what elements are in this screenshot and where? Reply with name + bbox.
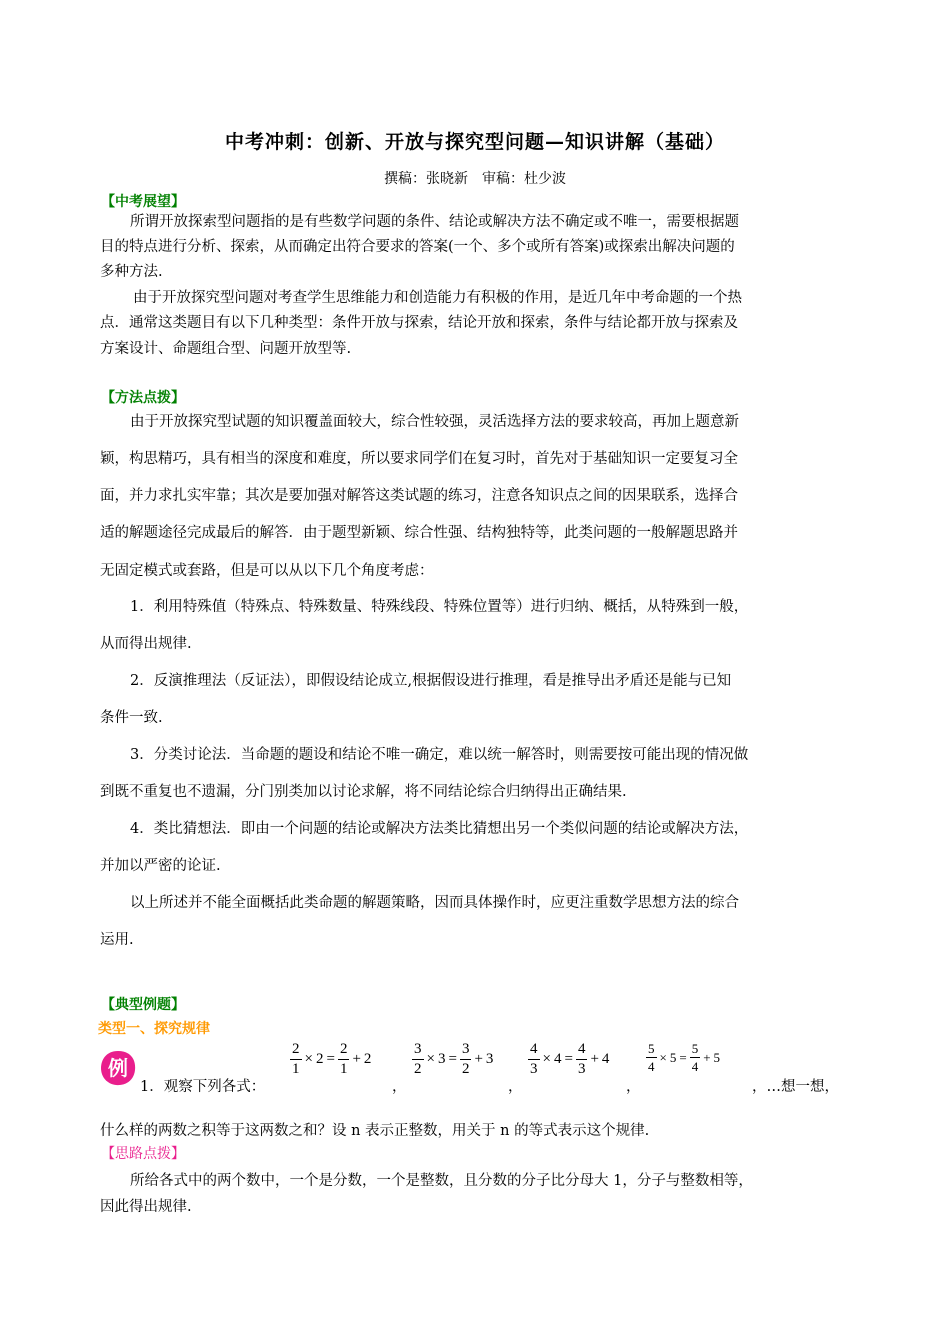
method-line-6: 1．利用特殊值（特殊点、特殊数量、特殊线段、特殊位置等）进行归纳、概括，从特殊到一般， — [130, 599, 749, 615]
equation-2 — [412, 1042, 493, 1077]
multiplier: 3 — [437, 1051, 446, 1067]
numerator: 3 — [412, 1042, 424, 1060]
plus-sign: + — [590, 1051, 599, 1067]
addend: 2 — [363, 1051, 372, 1067]
outlook-line-1: 所谓开放探索型问题指的是有些数学问题的条件、结论或解决方法不确定或不唯一，需要根据题 — [130, 214, 739, 230]
equals-sign: = — [679, 1049, 687, 1065]
outlook-line-5: 点．通常这类题目有以下几种类型：条件开放与探索，结论开放和探索，条件与结论都开放与探索及 — [100, 315, 738, 331]
section-heading-examples: 【典型例题】 — [101, 997, 185, 1013]
times-sign: × — [542, 1051, 551, 1067]
addend: 5 — [713, 1049, 721, 1065]
numerator: 5 — [648, 1041, 655, 1056]
numerator: 4 — [576, 1042, 588, 1060]
plus-sign: + — [352, 1051, 361, 1067]
method-line-4: 适的解题途径完成最后的解答．由于题型新颖、综合性强、结构独特等，此类问题的一般解题思路并 — [100, 525, 738, 541]
method-line-3: 面，并力求扎实牢靠；其次是要加强对解答这类试题的练习，注意各知识点之间的因果联系，选择合 — [100, 488, 738, 504]
equation-4 — [646, 1042, 720, 1073]
method-line-10: 3．分类讨论法．当命题的题设和结论不唯一确定，难以统一解答时，则需要按可能出现的情况做 — [130, 747, 749, 763]
method-line-5: 无固定模式或套路，但是可以从以下几个角度考虑： — [100, 563, 434, 579]
plus-sign: + — [474, 1051, 483, 1067]
fraction — [646, 1042, 657, 1073]
times-sign: × — [426, 1051, 435, 1067]
fraction — [290, 1042, 302, 1077]
method-line-11: 到既不重复也不遗漏，分门别类加以讨论求解，将不同结论综合归纳得出正确结果. — [100, 784, 627, 800]
method-line-8: 2．反演推理法（反证法），即假设结论成立,根据假设进行推理，看是推导出矛盾还是能与已知 — [130, 673, 732, 689]
equation-1 — [290, 1042, 371, 1077]
method-line-7: 从而得出规律. — [100, 636, 192, 652]
fraction — [460, 1042, 472, 1077]
outlook-line-6: 方案设计、命题组合型、问题开放型等. — [100, 341, 352, 357]
method-line-15: 运用. — [100, 932, 134, 948]
question-1-line-2: 什么样的两数之积等于这两数之和？设 n 表示正整数，用关于 n 的等式表示这个规律. — [100, 1123, 650, 1139]
multiplier: 5 — [669, 1049, 677, 1065]
numerator: 5 — [691, 1041, 699, 1056]
comma: ， — [626, 1079, 641, 1095]
fraction — [338, 1042, 350, 1077]
outlook-line-4: 由于开放探究型问题对考查学生思维能力和创造能力有积极的作用，是近几年中考命题的一个热 — [133, 290, 742, 306]
denominator: 2 — [461, 1061, 470, 1077]
multiplier: 2 — [315, 1051, 324, 1067]
equation-3 — [528, 1042, 609, 1077]
fraction — [576, 1042, 588, 1077]
addend: 4 — [601, 1051, 610, 1067]
question-1-prefix: 1．观察下列各式： — [140, 1079, 266, 1095]
question-1-suffix: ，…想一想， — [752, 1079, 839, 1095]
page-title: 中考冲刺：创新、开放与探究型问题—知识讲解（基础） — [224, 131, 725, 153]
fraction — [690, 1042, 701, 1073]
outlook-line-3: 多种方法. — [100, 264, 163, 280]
numerator: 2 — [290, 1042, 302, 1060]
outlook-line-2: 目的特点进行分析、探索，从而确定出符合要求的答案(一个、多个或所有答案)或探索出解决问题的 — [100, 239, 735, 255]
method-line-1: 由于开放探究型试题的知识覆盖面较大，综合性较强，灵活选择方法的要求较高，再加上题意新 — [130, 414, 739, 430]
denominator: 1 — [292, 1061, 300, 1077]
numerator: 4 — [528, 1042, 540, 1060]
times-sign: × — [659, 1049, 667, 1065]
section-heading-method: 【方法点拨】 — [101, 390, 185, 406]
type-heading: 类型一、探究规律 — [98, 1021, 210, 1037]
equals-sign: = — [326, 1051, 335, 1067]
denominator: 3 — [577, 1061, 586, 1077]
denominator: 2 — [414, 1061, 422, 1077]
multiplier: 4 — [553, 1051, 562, 1067]
denominator: 4 — [691, 1059, 699, 1074]
hint-line-1: 所给各式中的两个数中，一个是分数，一个是整数，且分数的分子比分母大 1，分子与整数相等， — [130, 1173, 753, 1189]
denominator: 4 — [648, 1059, 655, 1074]
denominator: 1 — [339, 1061, 348, 1077]
times-sign: × — [304, 1051, 313, 1067]
method-line-2: 颖，构思精巧，具有相当的深度和难度，所以要求同学们在复习时，首先对于基础知识一定要复习全 — [100, 451, 738, 467]
equals-sign: = — [564, 1051, 573, 1067]
fraction — [412, 1042, 424, 1077]
method-line-14: 以上所述并不能全面概括此类命题的解题策略，因而具体操作时，应更注重数学思想方法的综合 — [130, 895, 739, 911]
equals-sign: = — [448, 1051, 457, 1067]
hint-line-2: 因此得出规律. — [100, 1199, 192, 1215]
denominator: 3 — [530, 1061, 538, 1077]
byline: 撰稿：张晓新 审稿：杜少波 — [384, 171, 566, 187]
method-line-13: 并加以严密的论证. — [100, 858, 221, 874]
fraction — [528, 1042, 540, 1077]
numerator: 2 — [338, 1042, 350, 1060]
addend: 3 — [485, 1051, 494, 1067]
example-badge-icon — [98, 1048, 138, 1088]
numerator: 3 — [460, 1042, 472, 1060]
comma: ， — [508, 1079, 523, 1095]
badge-label: 例 — [108, 1056, 128, 1080]
section-heading-outlook: 【中考展望】 — [101, 194, 185, 210]
method-line-12: 4．类比猜想法．即由一个问题的结论或解决方法类比猜想出另一个类似问题的结论或解决方法， — [130, 821, 749, 837]
comma: ， — [392, 1079, 407, 1095]
plus-sign: + — [703, 1049, 711, 1065]
method-line-9: 条件一致. — [100, 710, 163, 726]
hint-heading: 【思路点拨】 — [101, 1146, 185, 1162]
